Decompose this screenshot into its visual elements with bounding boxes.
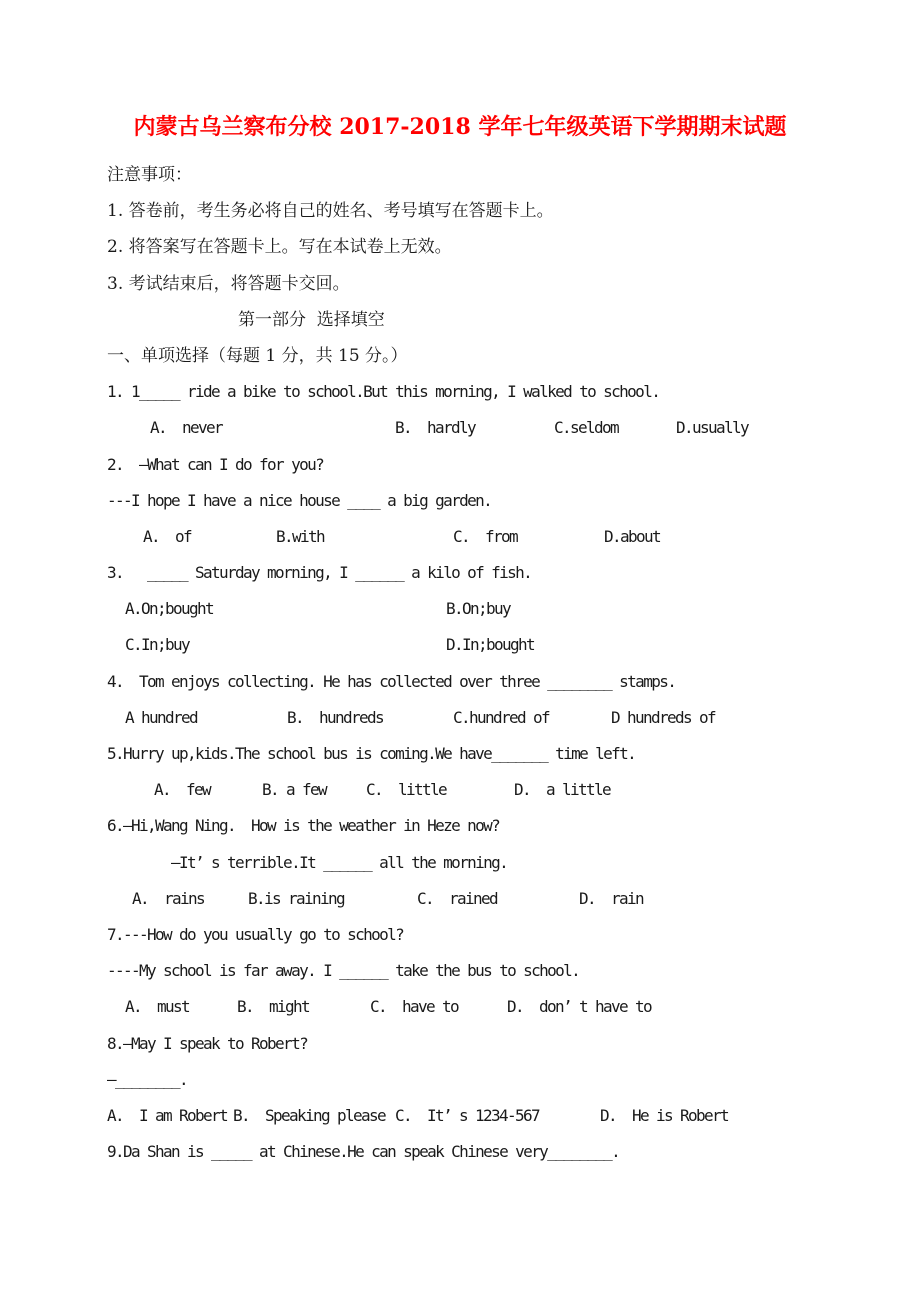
q1-option-b: B. hardly — [395, 418, 476, 438]
q6-option-a: A. rains — [132, 888, 205, 908]
q1-stem: 1. 1_____ ride a bike to school.But this morning, I walked to school. — [107, 382, 660, 402]
notice-item-2: 2. 将答案写在答题卡上。写在本试卷上无效。 — [107, 237, 452, 258]
document-title: 内蒙古乌兰察布分校 2017-2018 学年七年级英语下学期期末试题 — [133, 114, 787, 140]
q4-option-b: B. hundreds — [287, 707, 384, 727]
q8-option-d: D. He is Robert — [600, 1105, 729, 1125]
q2-options-row — [107, 519, 867, 555]
q4-option-d: D hundreds of — [611, 707, 716, 727]
q5-option-b: B. a few — [262, 780, 327, 800]
q6-reply: —It’ s terrible.It ______ all the morning. — [107, 852, 508, 872]
q3-option-c: C.In;buy — [125, 635, 190, 655]
q1-options-row — [107, 410, 867, 446]
q8-option-a: A. I am Robert — [107, 1105, 228, 1125]
q2-reply: ---I hope I have a nice house ____ a big garden. — [107, 490, 492, 510]
q1-option-c: C.seldom — [554, 418, 619, 438]
notice-item-1: 1. 答卷前，考生务必将自己的姓名、考号填写在答题卡上。 — [107, 201, 554, 222]
q2-option-a: A. of — [143, 526, 192, 546]
q2-option-b: B.with — [276, 526, 325, 546]
q6-option-d: D. rain — [579, 888, 644, 908]
notice-heading: 注意事项： — [107, 165, 192, 185]
q2-stem: 2. —What can I do for you? — [107, 454, 324, 474]
q7-options-row — [107, 989, 867, 1025]
q3-option-a: A.On;bought — [125, 599, 214, 619]
q4-option-c: C.hundred of — [453, 707, 550, 727]
q9-stem: 9.Da Shan is _____ at Chinese.He can speak Chinese very________. — [107, 1142, 620, 1162]
q3-options-row-1 — [107, 591, 867, 627]
document-body — [107, 157, 867, 1170]
q1-option-d: D.usually — [676, 418, 749, 438]
q2-option-c: C. from — [453, 526, 518, 546]
q4-stem: 4. Tom enjoys collecting. He has collected over three ________ stamps. — [107, 671, 676, 691]
q8-option-b: B. Speaking please — [233, 1105, 386, 1125]
q5-options-row — [107, 772, 867, 808]
q8-reply: —________. — [107, 1069, 188, 1089]
q7-option-a: A. must — [125, 997, 190, 1017]
q7-reply: ----My school is far away. I ______ take the bus to school. — [107, 961, 580, 981]
q5-option-a: A. few — [154, 780, 211, 800]
q2-option-d: D.about — [604, 526, 661, 546]
q6-option-c: C. rained — [417, 888, 498, 908]
q5-option-c: C. little — [366, 780, 447, 800]
q8-stem: 8.—May I speak to Robert? — [107, 1033, 308, 1053]
part1-heading: 第一部分 选择填空 — [238, 309, 385, 330]
q6-options-row — [107, 881, 867, 917]
q5-option-d: D. a little — [514, 780, 611, 800]
q3-option-b: B.On;buy — [446, 599, 511, 619]
q7-option-d: D. don’ t have to — [507, 997, 652, 1017]
q4-option-a: A hundred — [125, 707, 198, 727]
section1-heading: 一、单项选择（每题 1 分，共 15 分。） — [107, 345, 408, 366]
q1-option-a: A. never — [150, 418, 223, 438]
q3-stem: 3. _____ Saturday morning, I ______ a kilo of fish. — [107, 563, 532, 583]
q5-stem: 5.Hurry up,kids.The school bus is coming.We have_______ time left. — [107, 744, 636, 763]
q6-option-b: B.is raining — [248, 888, 345, 908]
q8-option-c: C. It’ s 1234-567 — [395, 1105, 540, 1125]
notice-item-3: 3. 考试结束后，将答题卡交回。 — [107, 273, 350, 294]
q7-stem: 7.---How do you usually go to school? — [107, 924, 404, 944]
q4-options-row — [107, 700, 867, 736]
q3-options-row-2 — [107, 627, 867, 663]
q8-options-row — [107, 1098, 867, 1134]
q7-option-b: B. might — [237, 997, 310, 1017]
q7-option-c: C. have to — [370, 997, 459, 1017]
q6-stem: 6.—Hi,Wang Ning. How is the weather in Heze now? — [107, 816, 500, 836]
q3-option-d: D.In;bought — [446, 635, 535, 655]
